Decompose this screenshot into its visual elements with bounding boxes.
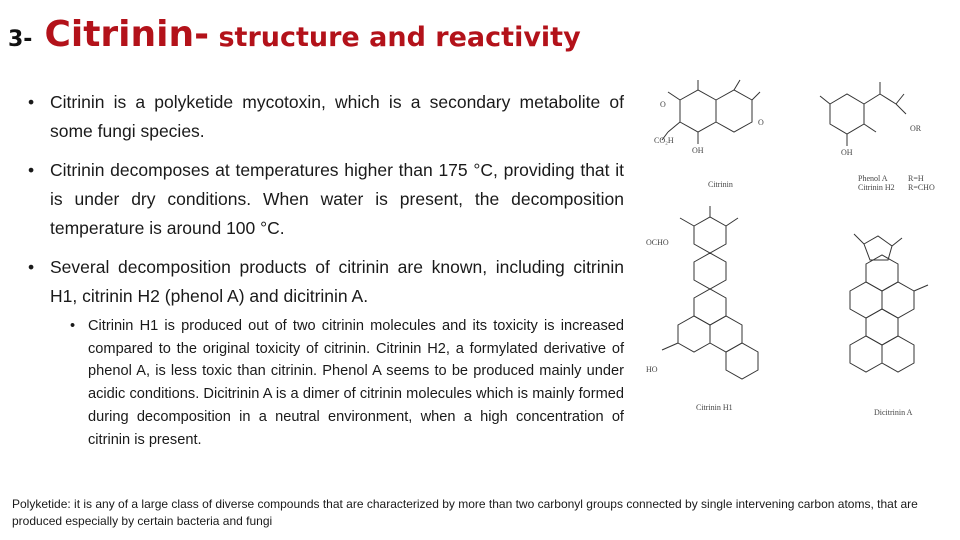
footnote: Polyketide: it is any of a large class of diverse compounds that are characterized by more than two carbonyl groups connected by single intervening carbon atoms, that are produced especially by certain bacteria and fungi: [12, 497, 918, 528]
bullet-item: [28, 88, 624, 146]
label-or: OR: [910, 124, 922, 133]
label-dicitrinin-a: Dicitrinin A: [874, 408, 913, 417]
label-citrinin: Citrinin: [708, 180, 733, 189]
citrinin-h1-structure: [662, 206, 758, 379]
sub-bullet-item: [70, 315, 624, 451]
bullet-item: [28, 156, 624, 243]
bullet-item: [28, 253, 624, 311]
chemical-structures-figure: [640, 78, 952, 423]
label-o-ring: O: [758, 118, 764, 127]
label-ocho: OCHO: [646, 238, 669, 247]
slide-title: [8, 14, 581, 55]
label-phenol-a: Phenol A: [858, 174, 888, 183]
label-oh-phenol: OH: [841, 148, 853, 157]
section-number: 3-: [8, 27, 33, 52]
bullet-text: Several decomposition products of citrinin are known, including citrinin H1, citrinin H2 (phenol A) and dicitrinin A.: [50, 257, 624, 306]
bullet-marker: •: [28, 257, 35, 277]
sub-bullet-marker: •: [70, 318, 76, 334]
bullet-text: Citrinin is a polyketide mycotoxin, which is a secondary metabolite of some fungi species.: [50, 92, 624, 141]
citrinin-structure: [662, 80, 760, 144]
label-citrinin-h2: Citrinin H2: [858, 183, 895, 192]
label-citrinin-h1: Citrinin H1: [696, 403, 733, 412]
label-o: O: [660, 100, 666, 109]
title-main: Citrinin-: [44, 14, 210, 55]
bullet-marker: •: [28, 160, 35, 180]
title-subtitle: structure and reactivity: [209, 22, 581, 53]
dicitrinin-a-structure: [850, 234, 928, 372]
label-ho: HO: [646, 365, 658, 374]
label-r-cho: R=CHO: [908, 183, 935, 192]
bullet-text: Citrinin decomposes at temperatures higher than 175 °C, providing that it is under dry conditions. When water is present, the decomposition temperature is around 100 °C.: [50, 160, 624, 238]
label-co2h: CO₂H: [654, 136, 674, 145]
bullet-list: [28, 88, 624, 451]
sub-bullet-text: Citrinin H1 is produced out of two citrinin molecules and its toxicity is increased compared to the original toxicity of citrinin. Citrinin H2, a formylated derivative of phenol A, is less toxic than citrinin. Phenol A seems to be produced mainly under acidic conditions. Dicitrinin A is a dimer of citrinin molecules which is mainly formed during decomposition in a neutral environment, when a high concentration of citrinin is present.: [88, 318, 624, 448]
phenol-a-structure: [820, 82, 906, 146]
bullet-marker: •: [28, 92, 35, 112]
structures-drawing: [640, 78, 952, 423]
label-oh-citrinin: OH: [692, 146, 704, 155]
label-r-h: R=H: [908, 174, 924, 183]
